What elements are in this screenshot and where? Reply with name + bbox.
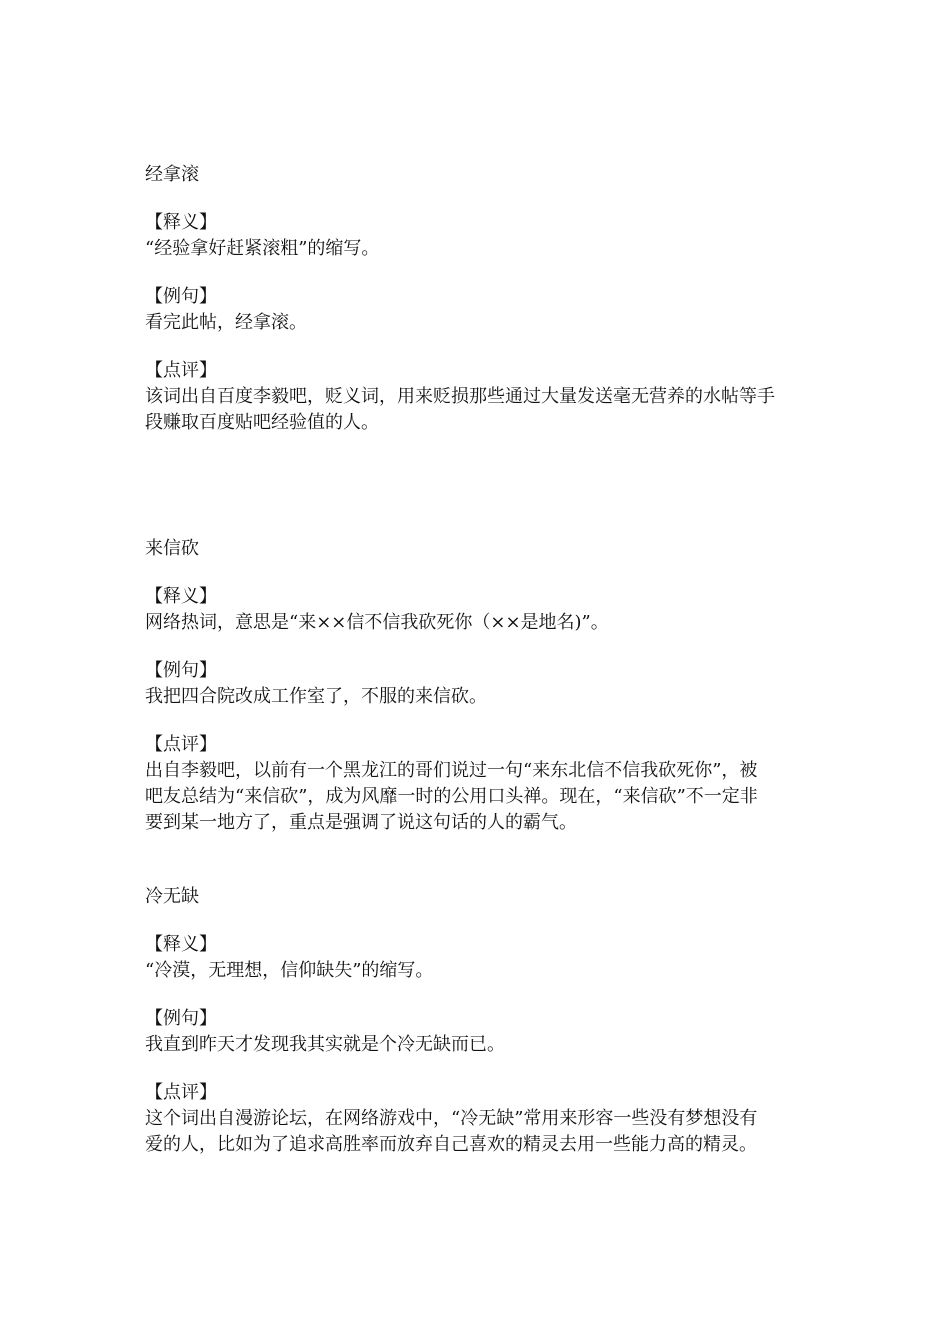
comment-line: 要到某一地方了，重点是强调了说这句话的人的霸气。 [145, 812, 577, 833]
comment-line: 爱的人，比如为了追求高胜率而放弃自己喜欢的精灵去用一些能力高的精灵。 [145, 1134, 757, 1155]
entry-term: 来信砍 [145, 538, 199, 559]
entry-term: 冷无缺 [145, 886, 199, 907]
example-label: 【例句】 [145, 1008, 217, 1029]
entry-jingnagun [145, 162, 815, 436]
meaning-label: 【释义】 [145, 586, 217, 607]
entry-lengwuque [145, 884, 815, 1158]
example-text: 我直到昨天才发现我其实就是个冷无缺而已。 [145, 1034, 505, 1055]
example-label: 【例句】 [145, 660, 217, 681]
comment-line: 该词出自百度李毅吧，贬义词，用来贬损那些通过大量发送毫无营养的水帖等手 [145, 386, 775, 407]
comment-label: 【点评】 [145, 1082, 217, 1103]
entry-laixinkan [145, 536, 815, 836]
comment-line: 段赚取百度贴吧经验值的人。 [145, 412, 379, 433]
comment-line: 吧友总结为“来信砍”，成为风靡一时的公用口头禅。现在，“来信砍”不一定非 [145, 786, 758, 807]
comment-label: 【点评】 [145, 734, 217, 755]
example-label: 【例句】 [145, 286, 217, 307]
comment-line: 出自李毅吧，以前有一个黑龙江的哥们说过一句“来东北信不信我砍死你”，被 [145, 760, 758, 781]
comment-label: 【点评】 [145, 360, 217, 381]
meaning-text: “经验拿好赶紧滚粗”的缩写。 [145, 238, 380, 259]
meaning-text: “冷漠，无理想，信仰缺失”的缩写。 [145, 960, 434, 981]
comment-line: 这个词出自漫游论坛，在网络游戏中，“冷无缺”常用来形容一些没有梦想没有 [145, 1108, 758, 1129]
meaning-text: 网络热词，意思是“来××信不信我砍死你（××是地名)”。 [145, 612, 609, 633]
meaning-label: 【释义】 [145, 212, 217, 233]
entry-term: 经拿滚 [145, 164, 199, 185]
example-text: 看完此帖，经拿滚。 [145, 312, 307, 333]
example-text: 我把四合院改成工作室了，不服的来信砍。 [145, 686, 487, 707]
meaning-label: 【释义】 [145, 934, 217, 955]
